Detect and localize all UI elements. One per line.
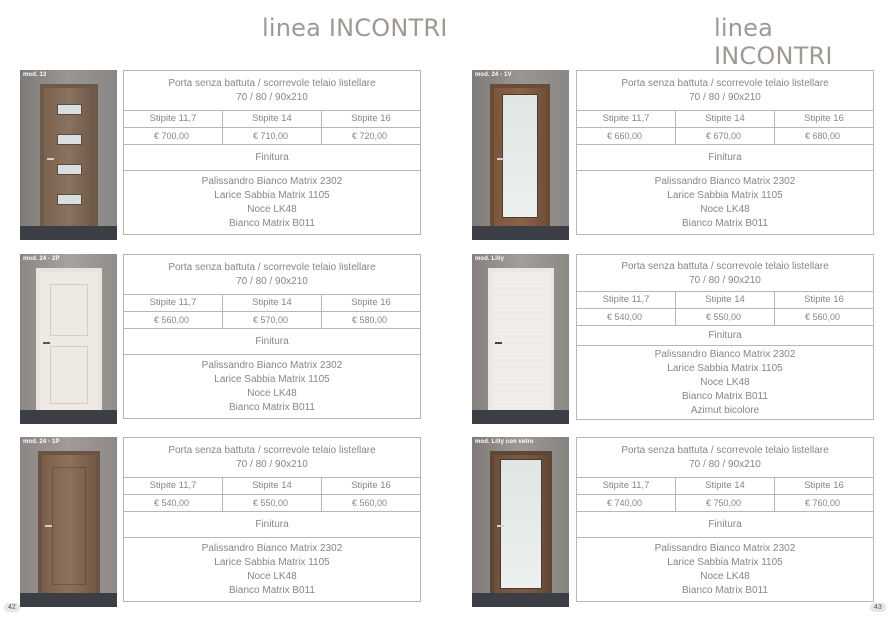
stipite-label: Stipite 11,7	[124, 295, 223, 311]
door-frame	[40, 84, 98, 228]
finishes-list	[577, 538, 873, 601]
door-photo-mod-24-1p	[20, 437, 117, 607]
page-number-right: 43	[870, 603, 886, 612]
door-description	[577, 438, 873, 478]
door-description	[124, 255, 420, 295]
price: € 560,00	[352, 498, 388, 508]
stipite-label: Stipite 14	[676, 292, 775, 308]
finish-item: Bianco Matrix B011	[229, 218, 315, 229]
spec-table-mod-24-1p	[123, 437, 421, 602]
description-text: Porta senza battuta / scorrevole telaio listellare	[621, 78, 829, 89]
finish-item: Bianco Matrix B011	[682, 391, 768, 402]
stipiti-row	[124, 111, 420, 128]
finish-item: Noce LK48	[247, 204, 297, 215]
door-description	[124, 438, 420, 478]
finish-item: Bianco Matrix B011	[682, 585, 768, 596]
finitura-label: Finitura	[577, 145, 873, 171]
sizes-text: 70 / 80 / 90x210	[236, 92, 308, 103]
spec-table-mod-lilly	[576, 254, 874, 420]
sizes-text: 70 / 80 / 90x210	[689, 275, 761, 286]
finishes-list	[124, 355, 420, 418]
price: € 570,00	[223, 312, 322, 328]
stipite-label: Stipite 11,7	[124, 478, 223, 494]
price: € 700,00	[124, 128, 223, 144]
stipite-label: Stipite 14	[223, 111, 322, 127]
door-frame	[488, 268, 554, 412]
price: € 670,00	[676, 128, 775, 144]
stipite-label: Stipite 16	[351, 113, 391, 124]
stipite-label: Stipite 16	[804, 294, 844, 305]
finish-item: Palissandro Bianco Matrix 2302	[654, 176, 796, 187]
spec-table-mod-lilly-con-vetro	[576, 437, 874, 602]
door-photo-mod-24-1v	[472, 70, 569, 240]
finitura-label: Finitura	[124, 145, 420, 171]
finish-item: Bianco Matrix B011	[229, 585, 315, 596]
door-description	[124, 71, 420, 111]
description-text: Porta senza battuta / scorrevole telaio listellare	[621, 261, 829, 272]
finitura-label: Finitura	[124, 329, 420, 355]
page-title-right: linea INCONTRI	[714, 14, 833, 70]
door-photo-mod-13	[20, 70, 117, 240]
price: € 560,00	[124, 312, 223, 328]
price: € 580,00	[352, 315, 388, 325]
finish-item: Larice Sabbia Matrix 1105	[214, 557, 330, 568]
finish-item: Bianco Matrix B011	[229, 402, 315, 413]
price: € 560,00	[805, 312, 841, 322]
finish-item: Noce LK48	[247, 571, 297, 582]
finishes-list	[124, 171, 420, 234]
stipite-label: Stipite 16	[351, 297, 391, 308]
stipite-label: Stipite 16	[351, 480, 391, 491]
finitura-label: Finitura	[124, 512, 420, 538]
door-description	[577, 71, 873, 111]
door-description	[577, 255, 873, 292]
prices-row	[577, 309, 873, 326]
finishes-list	[124, 538, 420, 601]
finish-item: Noce LK48	[700, 204, 750, 215]
finish-item: Larice Sabbia Matrix 1105	[667, 557, 783, 568]
description-text: Porta senza battuta / scorrevole telaio listellare	[168, 262, 376, 273]
price: € 720,00	[352, 131, 388, 141]
price: € 710,00	[223, 128, 322, 144]
sizes-text: 70 / 80 / 90x210	[236, 276, 308, 287]
finishes-list	[577, 346, 873, 419]
prices-row	[124, 312, 420, 329]
stipiti-row	[124, 478, 420, 495]
price: € 540,00	[124, 495, 223, 511]
stipite-label: Stipite 14	[676, 478, 775, 494]
finish-item: Palissandro Bianco Matrix 2302	[654, 543, 796, 554]
stipiti-row	[577, 111, 873, 128]
stipiti-row	[124, 295, 420, 312]
finitura-label: Finitura	[577, 326, 873, 346]
finish-item: Noce LK48	[700, 377, 750, 388]
model-tag: mod. 24 - 2P	[23, 256, 60, 262]
door-frame	[490, 84, 550, 228]
door-photo-mod-24-2p	[20, 254, 117, 424]
price: € 760,00	[805, 498, 841, 508]
sizes-text: 70 / 80 / 90x210	[236, 459, 308, 470]
stipite-label: Stipite 11,7	[577, 111, 676, 127]
finish-item: Bianco Matrix B011	[682, 218, 768, 229]
door-frame	[490, 451, 552, 595]
stipiti-row	[577, 292, 873, 309]
finish-item: Palissandro Bianco Matrix 2302	[201, 176, 343, 187]
finish-item: Azimut bicolore	[690, 405, 760, 416]
price: € 550,00	[676, 309, 775, 325]
stipite-label: Stipite 14	[223, 295, 322, 311]
finish-item: Noce LK48	[247, 388, 297, 399]
price: € 550,00	[223, 495, 322, 511]
prices-row	[577, 495, 873, 512]
price: € 750,00	[676, 495, 775, 511]
spec-table-mod-24-2p	[123, 254, 421, 419]
door-frame	[36, 268, 102, 412]
finish-item: Noce LK48	[700, 571, 750, 582]
stipite-label: Stipite 11,7	[577, 478, 676, 494]
sizes-text: 70 / 80 / 90x210	[689, 459, 761, 470]
spec-table-mod-24-1v	[576, 70, 874, 235]
model-tag: mod. 13	[23, 72, 47, 78]
door-photo-mod-lilly	[472, 254, 569, 424]
door-frame	[38, 451, 100, 595]
spec-table-mod-13	[123, 70, 421, 235]
prices-row	[124, 495, 420, 512]
finish-item: Larice Sabbia Matrix 1105	[214, 374, 330, 385]
page-title-left: linea INCONTRI	[262, 14, 448, 42]
finish-item: Palissandro Bianco Matrix 2302	[201, 360, 343, 371]
finish-item: Palissandro Bianco Matrix 2302	[654, 349, 796, 360]
sizes-text: 70 / 80 / 90x210	[689, 92, 761, 103]
finish-item: Larice Sabbia Matrix 1105	[214, 190, 330, 201]
finish-item: Larice Sabbia Matrix 1105	[667, 190, 783, 201]
description-text: Porta senza battuta / scorrevole telaio listellare	[621, 445, 829, 456]
finitura-label: Finitura	[577, 512, 873, 538]
model-tag: mod. Lilly con vetro	[475, 439, 534, 445]
page-number-left: 42	[4, 603, 20, 612]
finish-item: Larice Sabbia Matrix 1105	[667, 363, 783, 374]
description-text: Porta senza battuta / scorrevole telaio listellare	[168, 445, 376, 456]
stipite-label: Stipite 11,7	[124, 111, 223, 127]
prices-row	[124, 128, 420, 145]
model-tag: mod. 24 - 1P	[23, 439, 60, 445]
description-text: Porta senza battuta / scorrevole telaio listellare	[168, 78, 376, 89]
stipite-label: Stipite 14	[223, 478, 322, 494]
finish-item: Palissandro Bianco Matrix 2302	[201, 543, 343, 554]
stipite-label: Stipite 11,7	[577, 292, 676, 308]
prices-row	[577, 128, 873, 145]
model-tag: mod. 24 - 1V	[475, 72, 512, 78]
price: € 540,00	[577, 309, 676, 325]
door-photo-mod-lilly-con-vetro	[472, 437, 569, 607]
price: € 680,00	[805, 131, 841, 141]
price: € 740,00	[577, 495, 676, 511]
model-tag: mod. Lilly	[475, 256, 505, 262]
stipite-label: Stipite 16	[804, 113, 844, 124]
stipite-label: Stipite 14	[676, 111, 775, 127]
price: € 660,00	[577, 128, 676, 144]
finishes-list	[577, 171, 873, 234]
stipite-label: Stipite 16	[804, 480, 844, 491]
stipiti-row	[577, 478, 873, 495]
